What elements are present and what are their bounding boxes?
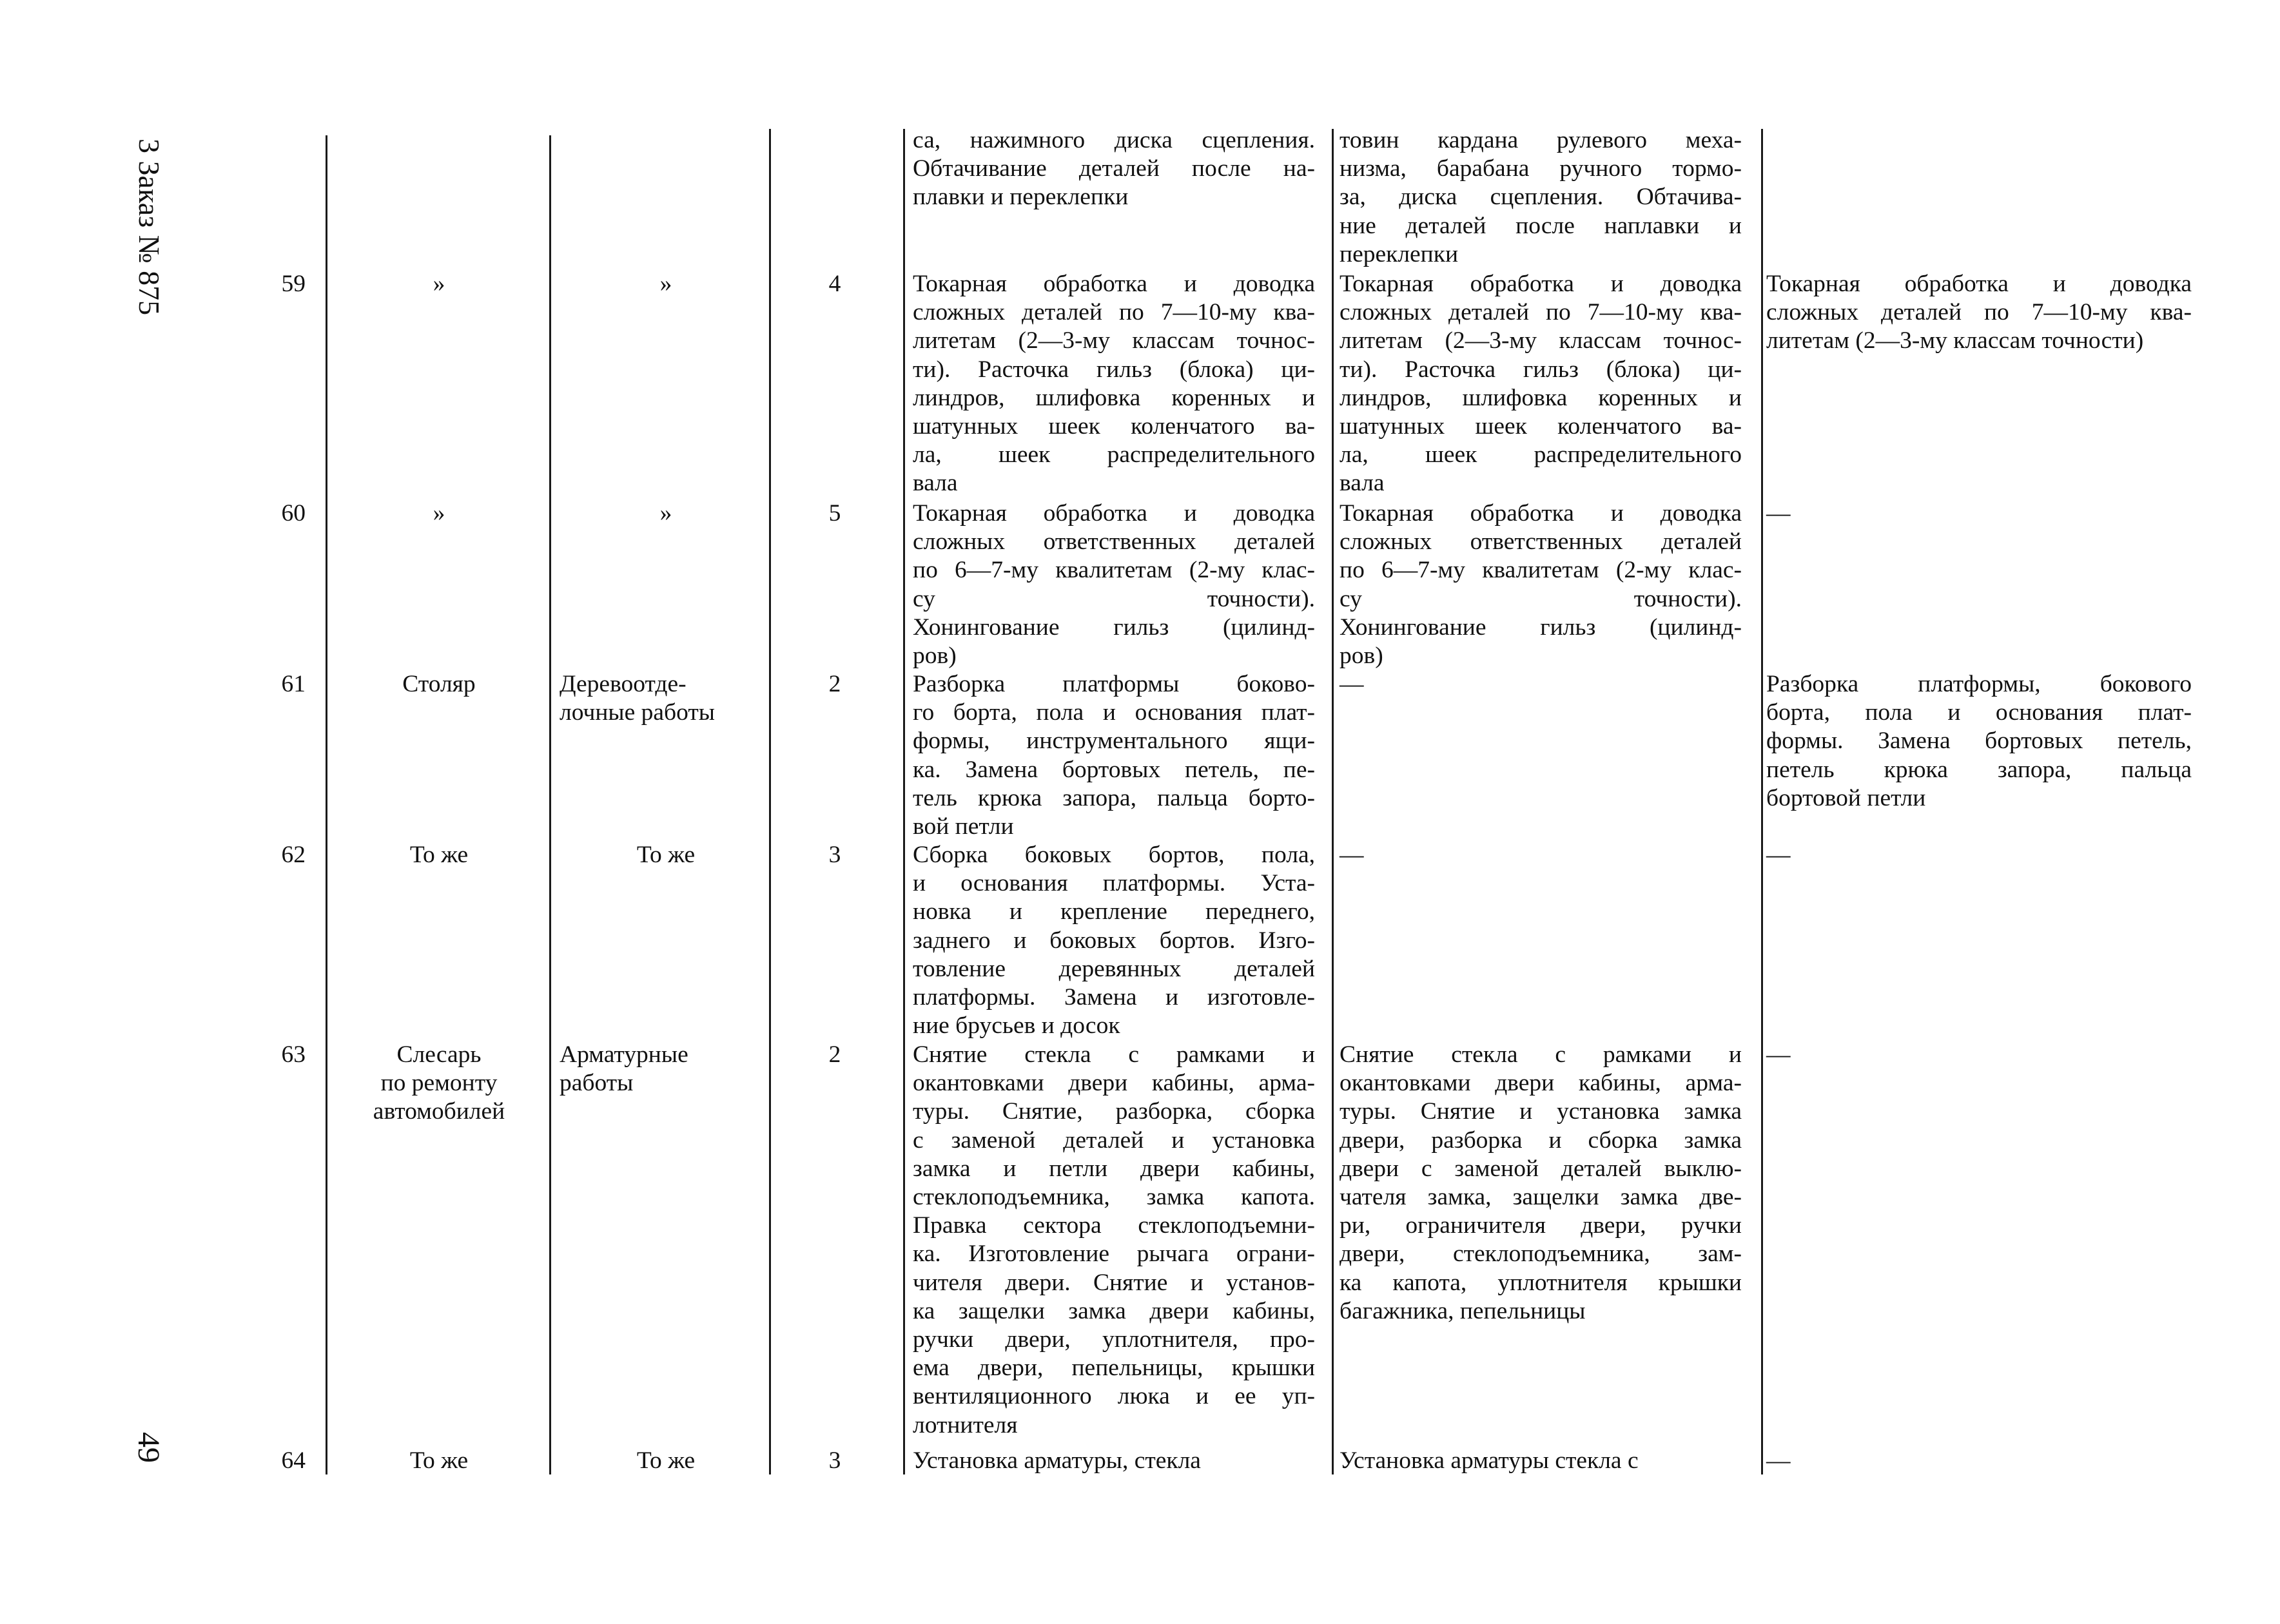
description-cell-b-line: — [1340,671,1364,697]
description-cell-b-line: ние деталей после наплавки и [1340,212,1742,239]
description-cell-a-line: туры. Снятие, разборка, сборка [913,1098,1315,1125]
description-cell-a-line: тель крюка запора, пальца борто- [913,784,1315,811]
description-cell-a-line: шатунных шеек коленчатого ва- [913,413,1315,440]
description-cell-a-line: вала [913,470,958,497]
description-cell-a-line: формы, инструментального ящи- [913,728,1315,755]
category-cell: 3 [828,1447,841,1474]
description-cell-c [1766,1041,2192,1069]
profession-cell [333,499,545,528]
description-cell-a [913,499,1315,670]
description-cell-a-line: сложных ответственных деталей [913,528,1315,556]
row-number: 60 [281,500,306,527]
description-cell-a-line: Обтачивание деталей после на- [913,155,1315,182]
description-cell-a-line: с заменой деталей и установка [913,1126,1315,1154]
description-cell-a-line: ручки двери, уплотнителя, про- [913,1326,1315,1353]
work-type-cell-line: То же [636,842,696,868]
order-label: 3 Заказ № 875 [133,139,166,316]
category-cell: 2 [828,1041,841,1068]
row-number: 63 [281,1041,306,1068]
description-cell-b-line: Хонингование гильз (цилинд- [1340,614,1742,641]
description-cell-b [1340,1447,1742,1475]
description-cell-a-line: линдров, шлифовка коренных и [913,384,1315,411]
description-cell-a [913,1447,1315,1475]
work-type-cell [560,1041,772,1097]
description-cell-a-line: вентиляционного люка и ее уп- [913,1383,1315,1410]
work-type-cell [560,270,772,298]
work-type-cell [560,1447,772,1475]
description-cell-a-line: ла, шеек распределительного [913,441,1315,469]
description-cell-b-line: линдров, шлифовка коренных и [1340,384,1742,411]
description-cell-b-line: ри, ограничителя двери, ручки [1340,1212,1742,1239]
description-cell-c-line: петель крюка запора, пальца [1766,756,2192,783]
description-cell-c-line: Разборка платформы, бокового [1766,671,2192,697]
description-cell-a-line: ние брусьев и досок [913,1012,1120,1039]
description-cell-b-line: ров) [1340,643,1383,670]
description-cell-b-line: двери, стеклоподъемника, зам- [1340,1241,1742,1268]
description-cell-c-line: борта, пола и основания плат- [1766,699,2192,726]
profession-cell [333,841,545,869]
description-cell-b-line: багажника, пепельницы [1340,1297,1586,1324]
description-cell-a-line: ти). Расточка гильз (блока) ци- [913,356,1315,383]
description-cell-a-line: лотнителя [913,1411,1018,1438]
description-cell-a [913,270,1315,498]
profession-cell-line: » [433,271,445,297]
description-cell-a-line: Токарная обработка и доводка [913,500,1315,527]
category-cell: 2 [828,671,841,697]
description-cell-a-line: Правка сектора стеклоподъемни- [913,1212,1315,1239]
description-cell-a-line: Разборка платформы боково- [913,671,1315,697]
description-cell-c-line: бортовой петли [1766,784,1926,811]
page-number: 49 [132,1432,166,1463]
table-rule-6 [1761,129,1763,1474]
description-cell-c [1766,841,2192,869]
description-cell-c-line: литетам (2—3-му классам точности) [1766,327,2144,354]
category-cell: 5 [828,500,841,527]
description-cell-b-line: Снятие стекла с рамками и [1340,1041,1742,1068]
description-cell-b-line: за, диска сцепления. Обтачива- [1340,184,1742,211]
description-cell-b-line: литетам (2—3-му классам точнос- [1340,327,1742,354]
profession-cell-line: » [433,500,445,527]
description-cell-b-line: вала [1340,470,1385,497]
description-cell-b-line: ти). Расточка гильз (блока) ци- [1340,356,1742,383]
description-cell-a-line: литетам (2—3-му классам точнос- [913,327,1315,354]
description-cell-a-line: ка. Изготовление рычага ограни- [913,1241,1315,1268]
description-cell-c [1766,499,2192,528]
description-cell-b-line: шатунных шеек коленчатого ва- [1340,413,1742,440]
profession-cell-line: Столяр [402,671,476,697]
profession-cell [333,1041,545,1126]
description-cell-c-line: — [1766,842,1791,868]
description-cell-a-line: ров) [913,643,957,670]
description-cell-b-line: окантовками двери кабины, арма- [1340,1070,1742,1097]
work-type-cell-line: Деревоотде- [560,671,687,697]
description-cell-a-line: окантовками двери кабины, арма- [913,1070,1315,1097]
row-number: 64 [281,1447,306,1474]
work-type-cell-line: работы [560,1070,634,1097]
profession-cell [333,670,545,699]
description-cell-b-line: Установка арматуры стекла с [1340,1447,1639,1474]
description-cell-b-line: чателя замка, защелки замка две- [1340,1184,1742,1211]
description-cell-b-line: переклепки [1340,240,1459,267]
description-cell-a-line: вой петли [913,813,1014,840]
profession-cell [333,1447,545,1475]
description-cell-c-line: — [1766,1041,1791,1068]
description-cell-c-line: — [1766,1447,1791,1474]
description-cell-c-line: сложных деталей по 7—10-му ква- [1766,299,2192,326]
description-cell-b-line: товин кардана рулевого меха- [1340,127,1742,153]
description-cell-b-line: Токарная обработка и доводка [1340,500,1742,527]
description-cell-b-line: сложных деталей по 7—10-му ква- [1340,299,1742,326]
table-rule-2 [549,135,551,1474]
description-cell-b [1340,841,1742,869]
description-cell-b-line: туры. Снятие и установка замка [1340,1098,1742,1125]
work-type-cell [560,670,772,727]
work-type-cell-line: То же [636,1447,696,1474]
category-cell: 4 [828,271,841,297]
work-type-cell [560,499,772,528]
work-type-cell-line: » [659,500,672,527]
description-cell-b-line: Токарная обработка и доводка [1340,271,1742,297]
category-cell: 3 [828,842,841,868]
description-cell-a-line: го борта, пола и основания плат- [913,699,1315,726]
table-rule-5 [1332,129,1334,1474]
description-cell-c-line: Токарная обработка и доводка [1766,271,2192,297]
description-cell-c [1766,670,2192,813]
description-cell-a-line: ка. Замена бортовых петель, пе- [913,756,1315,783]
description-cell-a-line: заднего и боковых бортов. Изго- [913,927,1315,954]
table-rule-4 [903,129,905,1474]
description-cell-a-line: Снятие стекла с рамками и [913,1041,1315,1068]
description-cell-b-line: двери с заменой деталей выклю- [1340,1155,1742,1182]
table-rule-3 [769,129,771,1474]
description-cell-a-line: ема двери, пепельницы, крышки [913,1355,1315,1382]
description-cell-c-line: формы. Замена бортовых петель, [1766,728,2192,755]
description-cell-b-line: — [1340,842,1364,868]
description-cell-a [913,1041,1315,1440]
description-cell-b-line: ла, шеек распределительного [1340,441,1742,469]
description-cell-a-line: плавки и переклепки [913,184,1129,211]
description-cell-b-line: двери, разборка и сборка замка [1340,1126,1742,1154]
row-number: 62 [281,842,306,868]
profession-cell-line: То же [409,842,469,868]
description-cell-b [1340,126,1742,269]
description-cell-a-line: Установка арматуры, стекла [913,1447,1201,1474]
description-cell-a [913,670,1315,841]
row-number: 61 [281,671,306,697]
description-cell-a-line: платформы. Замена и изготовле- [913,984,1315,1011]
description-cell-a-line: замка и петли двери кабины, [913,1155,1315,1182]
description-cell-c [1766,1447,2192,1475]
description-cell-b [1340,270,1742,498]
description-cell-a-line: Токарная обработка и доводка [913,271,1315,297]
profession-cell-line: Слесарь [396,1041,482,1068]
description-cell-b [1340,499,1742,670]
work-type-cell [560,841,772,869]
description-cell-b-line: су точности). [1340,585,1742,612]
row-number: 59 [281,271,306,297]
description-cell-a-line: по 6—7-му квалитетам (2-му клас- [913,557,1315,584]
description-cell-a-line: стеклоподъемника, замка капота. [913,1184,1315,1211]
description-cell-c-line: — [1766,500,1791,527]
description-cell-a-line: Хонингование гильз (цилинд- [913,614,1315,641]
description-cell-b-line: по 6—7-му квалитетам (2-му клас- [1340,557,1742,584]
description-cell-a-line: су точности). [913,585,1315,612]
description-cell-a-line: са, нажимного диска сцепления. [913,127,1315,153]
description-cell-b [1340,670,1742,699]
description-cell-a-line: Сборка боковых бортов, пола, [913,842,1315,868]
profession-cell-line: автомобилей [373,1098,505,1125]
profession-cell-line: То же [409,1447,469,1474]
description-cell-b-line: сложных ответственных деталей [1340,528,1742,556]
description-cell-a-line: новка и крепление переднего, [913,898,1315,925]
description-cell-a-line: и основания платформы. Уста- [913,870,1315,897]
work-type-cell-line: » [659,271,672,297]
description-cell-b [1340,1041,1742,1326]
description-cell-a-line: чителя двери. Снятие и установ- [913,1269,1315,1296]
description-cell-b-line: ка капота, уплотнителя крышки [1340,1269,1742,1296]
description-cell-a-line: товление деревянных деталей [913,955,1315,982]
work-type-cell-line: лочные работы [560,699,715,726]
description-cell-a-line: сложных деталей по 7—10-му ква- [913,299,1315,326]
description-cell-c [1766,270,2192,356]
profession-cell-line: по ремонту [380,1070,498,1097]
description-cell-a [913,126,1315,212]
description-cell-b-line: низма, барабана ручного тормо- [1340,155,1742,182]
work-type-cell-line: Арматурные [560,1041,688,1068]
table-rule-1 [326,135,327,1474]
description-cell-a [913,841,1315,1040]
profession-cell [333,270,545,298]
description-cell-a-line: ка защелки замка двери кабины, [913,1297,1315,1324]
